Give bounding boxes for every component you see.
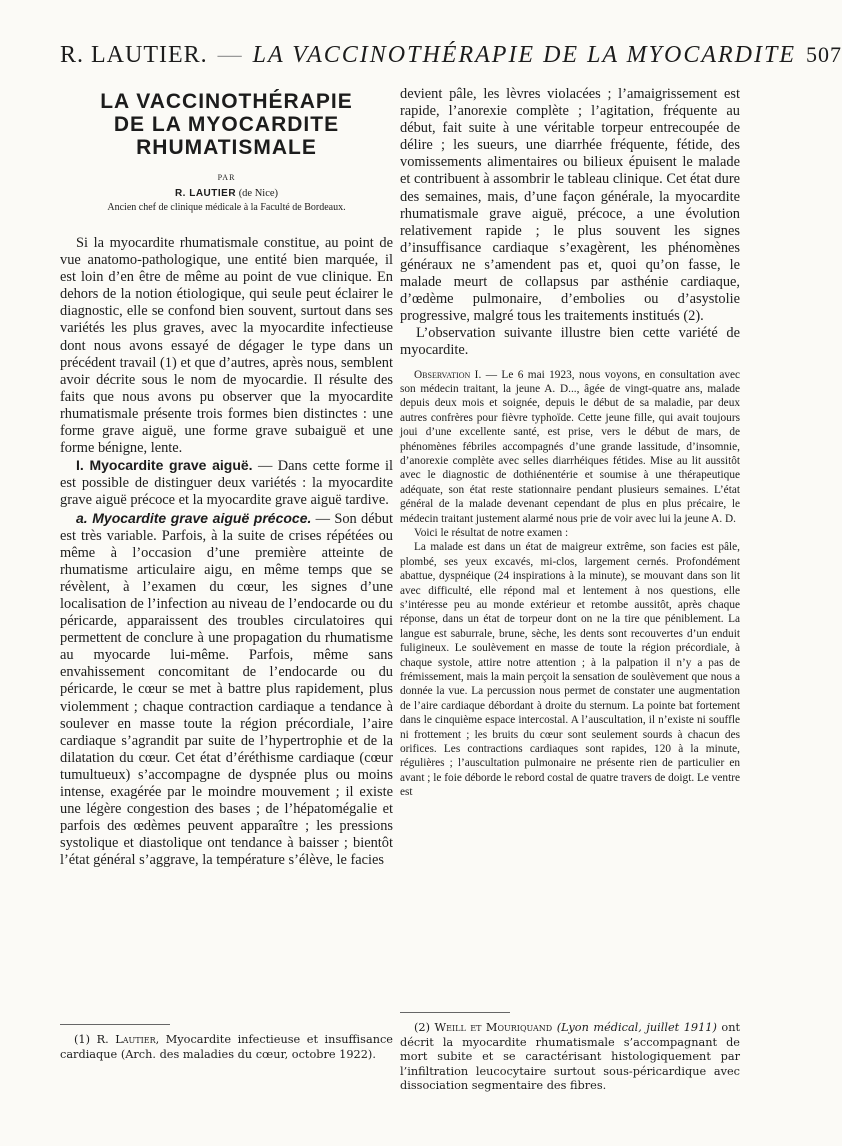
footnote-2-journal: (Lyon médical, juillet 1911) — [556, 1021, 717, 1034]
section-1a-text: — Son début est très variable. Parfois, à la suite de crises répétées ou même à l’occasion d’une première atteinte de rhumatisme articulaire aigu, en même temps que se révèlent, à l’examen du cœur, les signes d’une localisation de l’infection au niveau de l’endocarde ou du péricarde, apparaissent des troubles circulatoires qui permettent de conclure à une propagation du rhumatisme au myocarde lui-même. Parfois, même sans envahissement concomitant de l’endocarde ou du péricarde, le cœur se met à battre plus rapidement, plus violemment ; chaque contraction cardiaque a tendance à soulever en masse toute la région précordiale, l’aire cardiaque s’agrandit par suite de l’hypertrophie et de la dilatation du cœur. Cet état d’éréthisme cardiaque (cœur tumultueux) s’accompagne de dyspnée plus ou moins intense, exagérée par le moindre mouvement ; il existe une légère congestion des bases ; de l’hépatomégalie et parfois des œdèmes peuvent apparaître ; les pressions systolique et diastolique ont tendance à baisser ; bientôt l’état général s’aggrave, la température s’élève, le facies — [60, 510, 393, 869]
byline — [60, 188, 393, 199]
footnote-1-number: (1) — [74, 1033, 91, 1046]
continuation-paragraph: devient pâle, les lèvres violacées ; l’amaigrissement est rapide, l’anorexie complète ; l’agitation, fréquente au début, fait suite à une véritable torpeur entrecoupée de délire ; les sueurs, une diarrhée fréquente, fétide, des vomissements alimentaires ou bilieux épuisent le malade et contribuent à assombrir le tableau clinique. Cet état dure des semaines, mais, d’une façon générale, la myocardite rhumatismale grave aiguë, précoce, a une évolution relativement rapide ; le plus souvent les signes d’insuffisance cardiaque s’exagèrent, les phénomènes généraux ne s’amendent pas et, quoi qu’on fasse, le malade meurt de collapsus par asthénie cardiaque, d’œdème pulmonaire, d’embolies ou d’asystolie progressive, malgré tous les traitements institués (2). — [400, 86, 740, 325]
header-separator: — — [217, 42, 243, 68]
page-number: 507 — [806, 42, 842, 67]
title-line-1: LA VACCINOTHÉRAPIE — [100, 90, 353, 113]
footnote-1-author: R. Lautier, — [96, 1033, 160, 1046]
title-line-2: DE LA MYOCARDITE — [113, 113, 340, 136]
footnotes-right — [400, 1012, 740, 1094]
observation-paragraph — [400, 368, 740, 526]
footnote-2-text: ont décrit la myocardite rhumatismale s’accompagnant de mort subite et se caractérisant histologiquement par l’infiltration leucocytaire surtout sous-péricardique avec dissociation segmentaire des fibres. — [400, 1021, 741, 1093]
footnote-rule — [60, 1024, 170, 1025]
footnotes-left — [60, 1024, 393, 1062]
byline-par: PAR — [217, 173, 236, 182]
section-1-text: — Dans cette forme il est possible de distinguer deux variétés : la myocardite grave aiguë précoce et la myocardite grave aiguë tardive. — [60, 458, 393, 509]
footnote-1-text: Myocardite infectieuse et insuffisance cardiaque (Arch. des maladies du cœur, octobre 1922). — [60, 1033, 393, 1061]
section-1a-heading — [60, 510, 393, 870]
observation-label: Observation I. — [414, 368, 482, 381]
author-place: (de Nice) — [238, 188, 279, 199]
intro-paragraph: Si la myocardite rhumatismale constitue, au point de vue anatomo-pathologique, une entité bien marquée, il est loin d’en être de même au point de vue clinique. En dehors de la notion étiologique, qui seule peut éclairer le diagnostic, elle se confond bien souvent, surtout dans ses variétés les plus graves, avec la myocardite infectieuse dont nous avons essayé de dégager le type dans un précédent travail (1) et que d’autres, après nous, semblent avoir décrite sous le nom de myocardie. Il résulte des faits que nous avons pu observer que la myocardite rhumatismale présente trois formes bien distinctes : une forme grave aiguë, une forme grave subaiguë et une forme bénigne, lente. — [60, 235, 393, 457]
footnote-1 — [60, 1033, 393, 1062]
footnote-2-authors: Weill et Mouriquand — [434, 1021, 553, 1034]
section-1a-title: a. Myocardite grave aiguë précoce. — [76, 509, 312, 526]
exam-intro: Voici le résultat de notre examen : — [414, 526, 569, 539]
header-running-title: LA VACCINOTHÉRAPIE DE LA MYOCARDITE — [252, 42, 796, 68]
exam-paragraph: La malade est dans un état de maigreur extrême, son facies est pâle, plombé, ses yeux excavés, mi-clos, largement cernés. Profondément abattue, dyspnéique (24 inspirations à la minute), se mouvant dans son lit avec difficulté, elle répond mal et lentement à nos questions, elle s’intéresse peu au monde extérieur et retombe aussitôt, après chaque réponse, dans un état de torpeur dont on ne la tire que péniblement. La langue est saburrale, brune, sèche, les dents sont recouvertes d’un enduit fuligineux. Le soulèvement en masse de toute la région précordiale, à chaque systole, attire notre attention ; à la palpation il n’y a pas de frémissement, mais la main perçoit la sensation de soulèvement que nous a donnée la vue. La percussion nous permet de constater une augmentation de l’aire cardiaque débordant à droite du sternum. La pointe bat fortement dans le cinquième espace intercostal. A l’auscultation, il n’existe ni souffle ni frottement ; les bruits du cœur sont seulement sourds à chacun des orifices. Les contractions cardiaques sont rapides, 120 à la minute, régulières ; l’auscultation pulmonaire ne présente rien de particulier en avant ; le foie déborde le rebord costal de quatre travers de doigt. Le ventre est — [400, 541, 740, 799]
left-column — [60, 86, 393, 869]
footnote-2 — [400, 1021, 740, 1094]
author-affiliation: Ancien chef de clinique médicale à la Faculté de Bordeaux. — [107, 202, 346, 213]
title-line-3: RHUMATISMALE — [136, 136, 317, 159]
footnote-rule-right — [400, 1012, 510, 1013]
author-name: R. LAUTIER — [174, 188, 237, 199]
section-1-heading — [60, 457, 393, 509]
running-header — [60, 42, 842, 74]
right-column — [400, 86, 740, 800]
section-1-title: I. Myocardite grave aiguë. — [76, 457, 253, 474]
observation-intro: L’observation suivante illustre bien cette variété de myocardite. — [400, 325, 740, 359]
footnote-2-number: (2) — [414, 1021, 431, 1034]
observation-text: — Le 6 mai 1923, nous voyons, en consultation avec son médecin traitant, la jeune A. D..., âgée de vingt-quatre ans, malade depuis deux mois et soignée, depuis le début de sa maladie, par deux autres confrères pour fièvre typhoïde. Cette jeune fille, qui avait toujours joui d’une excellente santé, est prise, vers le début de mars, de phénomènes fébriles accompagnés d’une grande lassitude, d’insomnie, d’anorexie complète avec selles diarrhéiques fétides. Mise au lit aussitôt avec le diagnostic de dothiénentérie et soumise à une thérapeutique adéquate, son état reste stationnaire pendant plusieurs semaines. L’état général de la malade devenant cependant de plus en plus précaire, le médecin traitant justement alarmé nous prie de voir avec lui la jeune A. D. — [400, 368, 741, 525]
header-author: R. LAUTIER. — [60, 42, 208, 68]
article-title — [60, 90, 393, 159]
